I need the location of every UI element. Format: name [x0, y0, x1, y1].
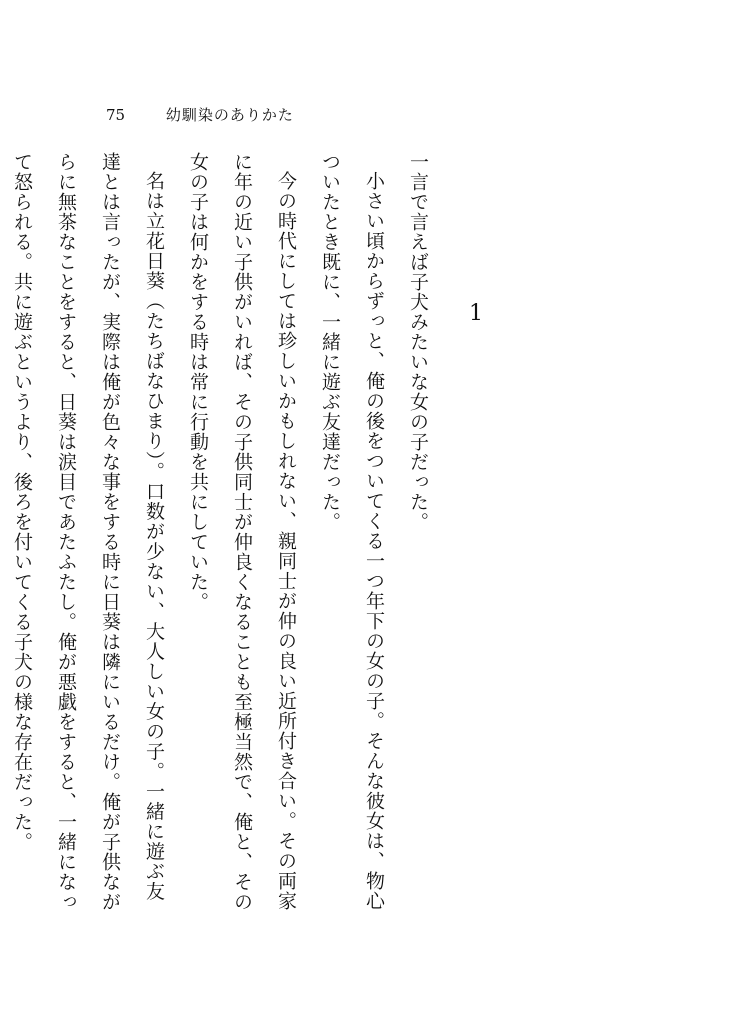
paragraph-3: 今の時代にしては珍しいかもしれない、親同士が仲の良い近所付き合い。その両家に年の近い子供がいれば、その子供同士が仲良くなることも至極当然で、俺と、その女の子は何かをする時は常に行動を共にしていた。 — [187, 152, 297, 912]
book-title: 幼馴染のありかた — [165, 106, 294, 124]
chapter-number: 1 — [469, 301, 483, 326]
body-text — [0, 152, 440, 912]
paragraph-2: 小さい頃からずっと、俺の後をついてくる一つ年下の女の子。そんな彼女は、物心ついたとき既に、一緒に遊ぶ友達だった。 — [319, 152, 385, 911]
paragraph-1: 一言で言えば子犬みたいな女の子だった。 — [407, 152, 429, 532]
page-number: 75 — [106, 106, 126, 124]
paragraph-4: 名は立花日葵（たちばなひまり）。口数が少ない、大人しい女の子。一緒に遊ぶ友達とは言ったが、実際は俺が色々な事をする時に日葵は隣にいるだけ。俺が子供ながらに無茶なことをすると、日葵は涙目であたふたし。俺が悪戯をすると、一緒になって怒られる。共に遊ぶというより、後ろを付いてくる子犬の様な存在だった。 — [11, 152, 165, 912]
running-head — [106, 105, 294, 125]
